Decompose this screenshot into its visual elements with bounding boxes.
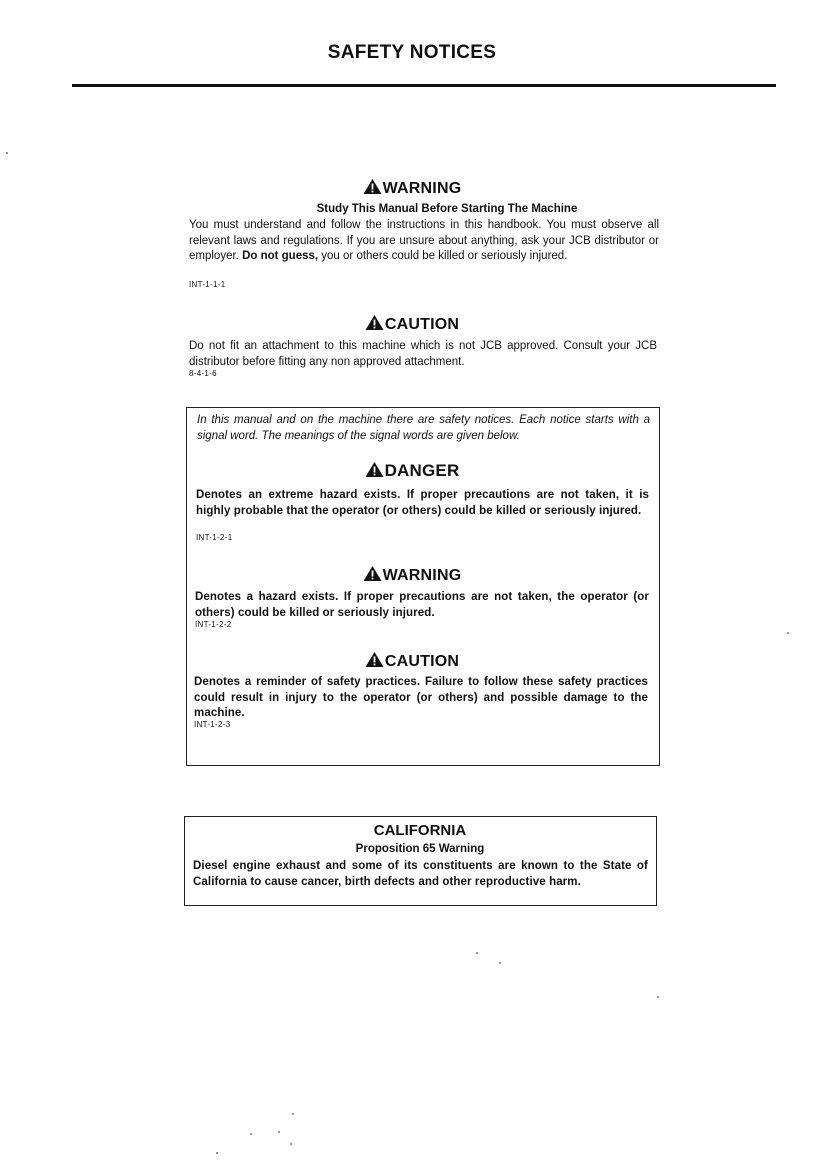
california-title: CALIFORNIA xyxy=(373,822,467,839)
scan-speck xyxy=(250,1133,252,1135)
danger-definition-heading xyxy=(0,461,824,481)
caution-definition-heading xyxy=(0,651,824,671)
caution-definition-text: Denotes a reminder of safety practices. Failure to follow these safety practices could result in injury to the operator (or others) and possible damage to the machine. xyxy=(194,676,648,719)
warning-triangle-icon xyxy=(365,461,384,478)
warning-notice-reference: INT-1-1-1 xyxy=(189,280,226,289)
scan-speck xyxy=(6,152,8,154)
scan-speck xyxy=(787,632,789,634)
warning-notice-text xyxy=(189,218,659,265)
warning-definition-text: Denotes a hazard exists. If proper precautions are not taken, the operator (or others) could be killed or seriously injured. xyxy=(195,591,649,619)
scan-speck xyxy=(290,1143,292,1145)
california-warning-text: Diesel engine exhaust and some of its constituents are known to the State of California to cause cancer, birth defects and other reproductive harm. xyxy=(193,860,648,888)
caution-signal-word: CAUTION xyxy=(384,316,460,333)
warning-notice-text-emphasis: Do not guess, xyxy=(242,250,319,262)
warning-definition-reference: INT-1-2-2 xyxy=(195,620,232,629)
scan-speck xyxy=(216,1152,218,1154)
warning-triangle-icon xyxy=(363,178,382,195)
caution-notice-reference: 8-4-1-6 xyxy=(189,369,217,378)
warning-triangle-icon xyxy=(365,651,384,668)
title-divider xyxy=(72,84,776,87)
danger-definition-reference: INT-1-2-1 xyxy=(196,533,233,542)
danger-signal-word: DANGER xyxy=(384,461,460,480)
warning-triangle-icon xyxy=(363,565,382,582)
definitions-intro: In this manual and on the machine there are safety notices. Each notice starts with a signal word. The meanings of the signal words are given below. xyxy=(197,414,650,442)
caution-notice-heading xyxy=(0,314,824,334)
caution-notice-text: Do not fit an attachment to this machine which is not JCB approved. Consult your JCB distributor before fitting any non approved attachment. xyxy=(189,340,657,368)
caution-definition-reference: INT-1-2-3 xyxy=(194,720,231,729)
page-title: SAFETY NOTICES xyxy=(327,42,497,63)
warning-notice-subheading: Study This Manual Before Starting The Machine xyxy=(316,203,578,215)
warning-triangle-icon xyxy=(365,314,384,331)
caution-definition-signal-word: CAUTION xyxy=(384,653,460,670)
scan-speck xyxy=(499,962,501,964)
scan-speck xyxy=(476,952,478,954)
warning-notice-text-part1: You must understand and follow the instructions in this handbook. You must observe all relevant laws and regulations. If you are unsure about anything, ask your JCB distributor or employer. xyxy=(189,219,659,262)
scan-speck xyxy=(278,1131,280,1133)
warning-notice-heading xyxy=(0,178,824,198)
scan-speck xyxy=(292,1113,294,1115)
warning-signal-word: WARNING xyxy=(382,180,462,197)
warning-definition-signal-word: WARNING xyxy=(382,567,462,584)
warning-definition-heading xyxy=(0,565,824,585)
scan-speck xyxy=(657,996,659,998)
warning-notice-text-part2: you or others could be killed or seriously injured. xyxy=(318,250,568,262)
california-subtitle: Proposition 65 Warning xyxy=(355,843,485,855)
danger-definition-text: Denotes an extreme hazard exists. If proper precautions are not taken, it is highly probable that the operator (or others) could be killed or seriously injured. xyxy=(196,489,649,517)
